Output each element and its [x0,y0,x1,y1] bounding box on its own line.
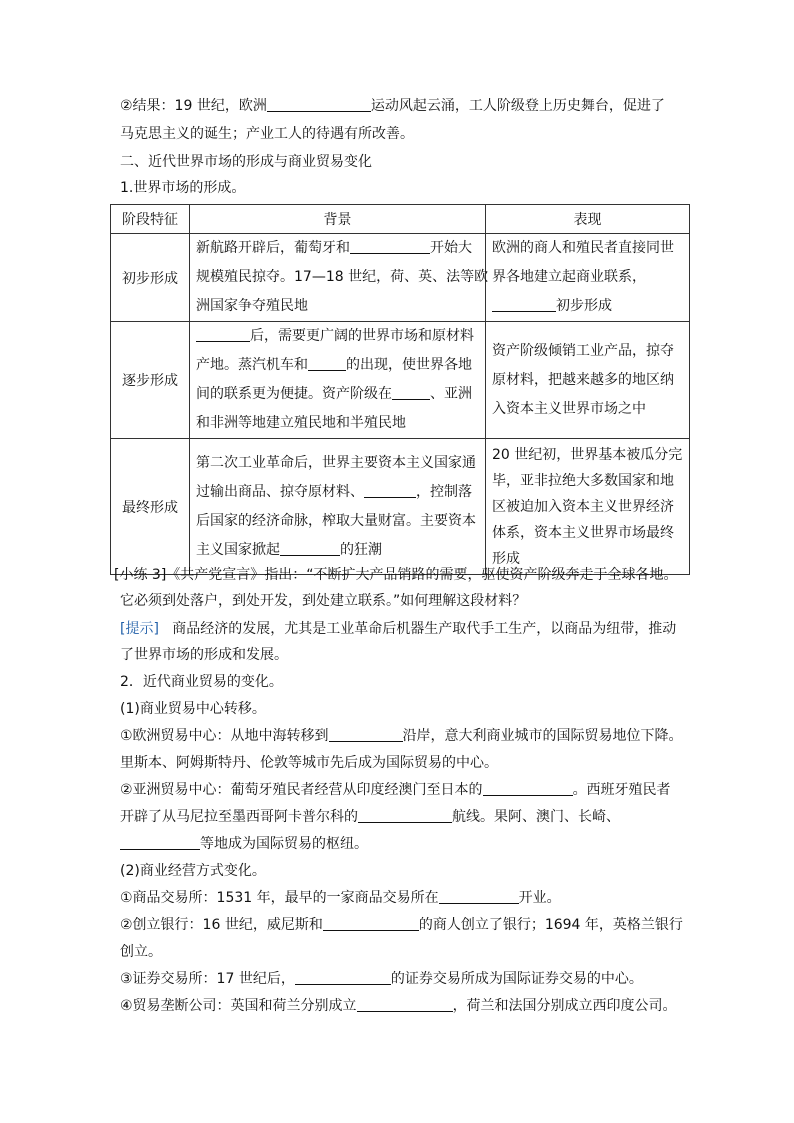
asia-center-line-3: 等地成为国际贸易的枢纽。 [120,834,368,854]
fill-blank[interactable] [357,997,453,1012]
header-performance: 表现 [486,205,690,234]
fill-blank[interactable] [323,916,419,931]
subheading-world-market: 1.世界市场的形成。 [120,180,246,196]
table-row [111,234,690,322]
hint-tag: [提示] [120,621,159,637]
fill-blank[interactable] [483,781,573,796]
fill-blank[interactable] [295,970,391,985]
performance-cell: 20 世纪初，世界基本被瓜分完 毕，亚非拉绝大多数国家和地 区被迫加入资本主义世界经济 体系，资本主义世界市场最终 形成 [486,439,690,575]
table-header-row [111,205,690,234]
stock-exchange-line: ③证券交易所：17 世纪后， 的证券交易所成为国际证券交易的中心。 [120,971,643,987]
table-row [111,439,690,575]
asia-center-line-2: 开辟了从马尼拉至墨西哥阿卡普尔科的 航线。果阿、澳门、长崎、 [120,809,620,825]
fill-blank[interactable] [280,541,340,556]
exercise-line-1: [小练 3]《共产党宣言》指出：“不断扩大产品销路的需要，驱使资产阶级奔走于全球各地。 [114,567,678,583]
result-text-b: 运动风起云涌，工人阶级登上历史舞台，促进了 [370,98,665,114]
trade-heading-2: (2)商业经营方式变化。 [120,863,266,879]
europe-center-line-2: 里斯本、阿姆斯特丹、伦敦等城市先后成为国际贸易的中心。 [120,755,498,771]
monopoly-company-line: ④贸易垄断公司：英国和荷兰分别成立 ，荷兰和法国分别成立西印度公司。 [120,998,677,1014]
fill-blank[interactable] [392,385,430,400]
result-line-2: 马克思主义的诞生；产业工人的待遇有所改善。 [120,126,414,142]
bank-line-2: 创立。 [120,944,162,960]
header-stage: 阶段特征 [111,205,190,234]
hint-line-2: 了世界市场的形成和发展。 [120,647,288,663]
world-market-table [110,204,690,575]
fill-blank[interactable] [196,327,250,342]
table-row [111,322,690,439]
header-background: 背景 [190,205,486,234]
trade-heading-1: (1)商业贸易中心转移。 [120,701,266,717]
section-heading: 二、近代世界市场的形成与商业贸易变化 [120,154,372,170]
exercise-line-2: 它必须到处落户，到处开发，到处建立联系。”如何理解这段材料？ [120,593,527,609]
fill-blank[interactable] [439,889,519,904]
stage-cell: 初步形成 [111,234,190,322]
fill-blank[interactable] [350,239,430,254]
stage-cell: 逐步形成 [111,322,190,439]
fill-blank[interactable] [267,97,371,112]
fill-blank[interactable] [120,835,200,850]
background-cell: 后，需要更广阔的世界市场和原材料 产地。蒸汽机车和 的出现，使世界各地 间的联系更为便捷。资产阶级在 、亚洲 和非洲等地建立殖民地和半殖民地 [190,322,486,439]
stage-cell: 最终形成 [111,439,190,575]
europe-center-line-1: ①欧洲贸易中心：从地中海转移到 沿岸，意大利商业城市的国际贸易地位下降。 [120,728,683,744]
fill-blank[interactable] [329,727,403,742]
bank-line-1: ②创立银行：16 世纪，威尼斯和 的商人创立了银行；1694 年，英格兰银行 [120,917,683,933]
fill-blank[interactable] [308,356,346,371]
hint-line-1 [120,619,676,639]
fill-blank[interactable] [492,297,556,312]
background-cell: 第二次工业革命后，世界主要资本主义国家通 过输出商品、掠夺原材料、 ，控制落 后国家的经济命脉，榨取大量财富。主要资本 主义国家掀起 的狂潮 [190,439,486,575]
commodity-exchange-line: ①商品交易所：1531 年，最早的一家商品交易所在 开业。 [120,890,561,906]
asia-center-line-1: ②亚洲贸易中心：葡萄牙殖民者经营从印度经澳门至日本的 。西班牙殖民者 [120,782,671,798]
result-line-1 [120,96,665,116]
fill-blank[interactable] [364,483,416,498]
result-text-a: ②结果：19 世纪，欧洲 [120,98,267,114]
performance-cell: 欧洲的商人和殖民者直接同世 界各地建立起商业联系， 初步形成 [486,234,690,322]
subheading-trade: 2．近代商业贸易的变化。 [120,674,283,690]
performance-cell: 资产阶级倾销工业产品，掠夺 原材料，把越来越多的地区纳 入资本主义世界市场之中 [486,322,690,439]
background-cell: 新航路开辟后，葡萄牙和 开始大 规模殖民掠夺。17—18 世纪，荷、英、法等欧 洲国家争夺殖民地 [190,234,486,322]
hint-text: 商品经济的发展，尤其是工业革命后机器生产取代手工生产，以商品为纽带，推动 [172,621,677,637]
fill-blank[interactable] [358,808,452,823]
